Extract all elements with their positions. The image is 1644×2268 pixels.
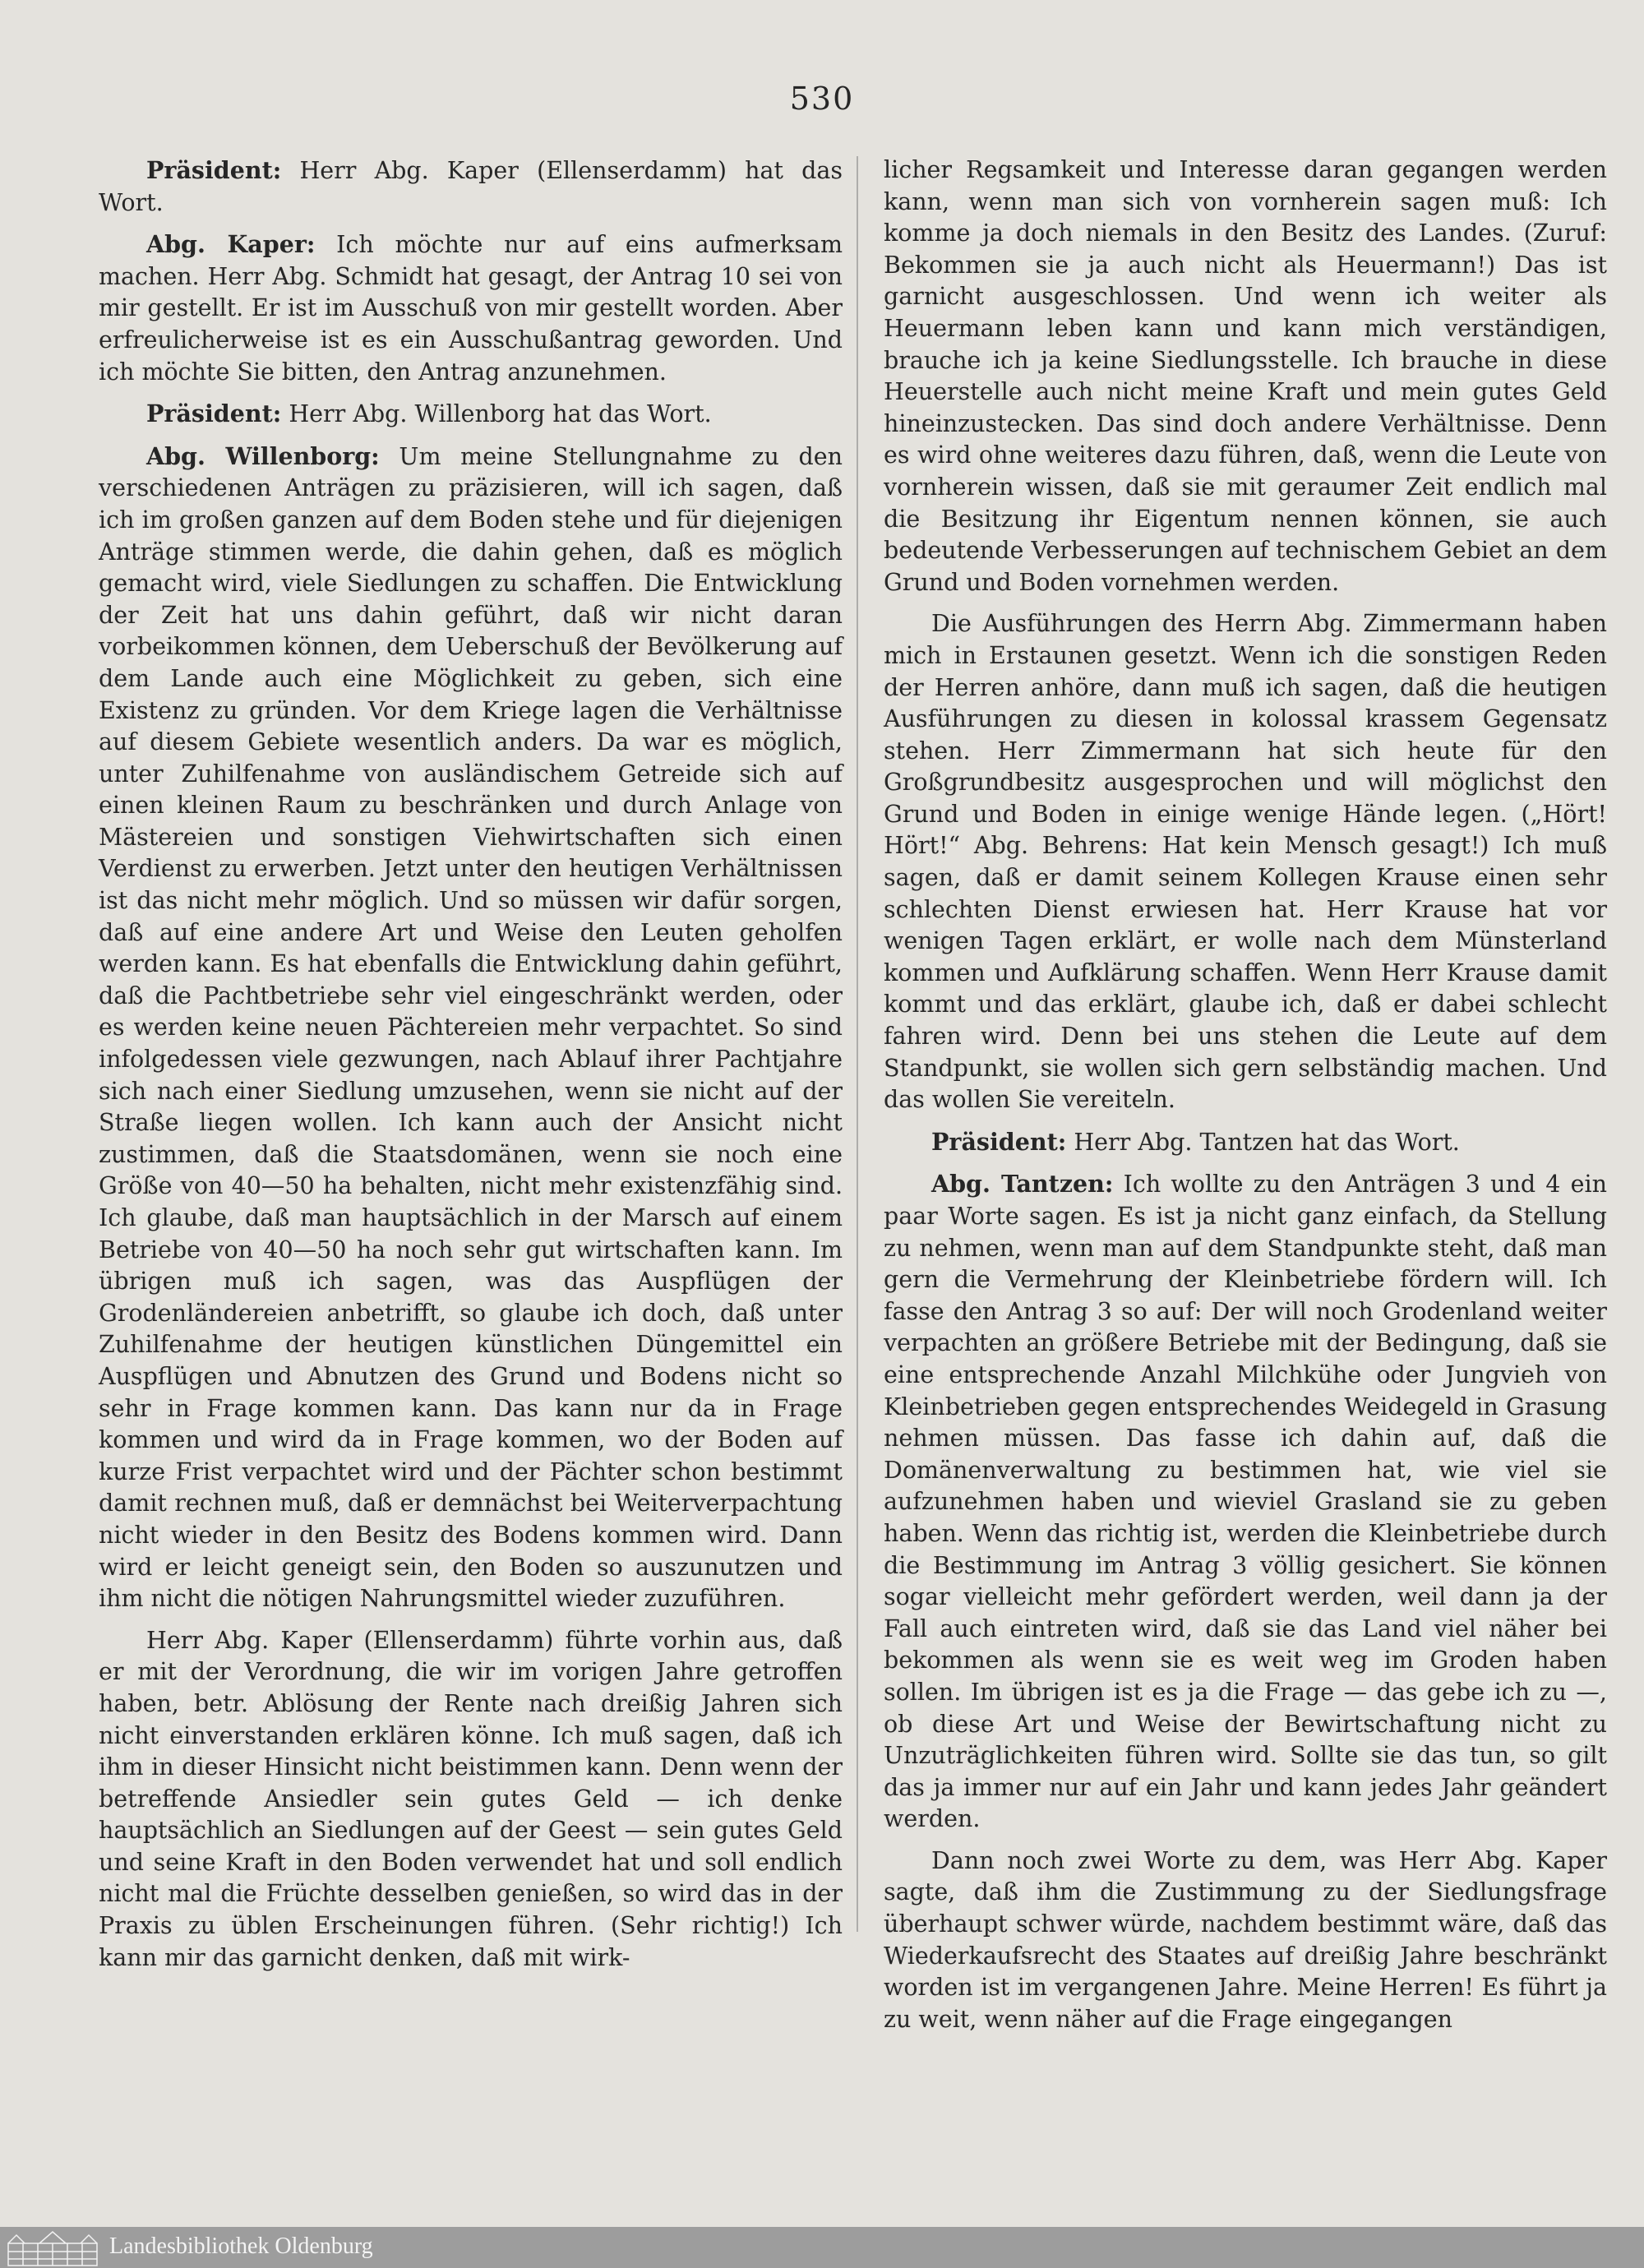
- paragraph-text: Herr Abg. Willenborg hat das Wort.: [281, 400, 712, 428]
- library-footer: [0, 2227, 1644, 2268]
- speaker: Abg. Willenborg:: [146, 441, 380, 470]
- paragraph-text: Die Ausführungen des Herrn Abg. Zimmermann haben mich in Erstaunen gesetzt. Wenn ich die sonstigen Reden der Herren anhöre, dann muß ich sagen, daß die heutigen Ausführungen zu diesen in kolossal krassem Gegensatz stehen. Herr Zimmermann hat sich heute für den Großgrundbesitz ausgesprochen und will möglichst den Grund und Boden in einige wenige Hände legen. („Hört! Hört!“ Abg. Behrens: Hat kein Mensch gesagt!) Ich muß sagen, daß er damit seinem Kollegen Krause einen sehr schlechten Dienst erwiesen hat. Herr Krause hat vor wenigen Tagen erklärt, er wolle nach dem Münsterland kommen und Aufklärung schaffen. Wenn Herr Krause damit kommt und das erklärt, glaube ich, daß er dabei schlecht fahren wird. Denn bei uns stehen die Leute auf dem Standpunkt, sie wollen sich gern selbständig machen. Und das wollen Sie vereiteln.: [884, 610, 1607, 1114]
- paragraph-text: Herr Abg. Kaper (Ellenserdamm) hat das Wort.: [99, 157, 843, 216]
- paragraph: [99, 1625, 843, 1975]
- paragraph: [884, 1126, 1607, 1159]
- library-name: Landesbibliothek Oldenburg: [109, 2233, 373, 2259]
- left-column: [99, 155, 843, 1984]
- paragraph-text: Dann noch zwei Worte zu dem, was Herr Abg. Kaper sagte, daß ihm die Zustimmung zu der Siedlungsfrage überhaupt schwer würde, nachdem bestimmt wäre, daß das Wiederkaufsrecht des Staates auf dreißig Jahre beschränkt worden ist im vergangenen Jahre. Meine Herren! Es führt ja zu weit, wenn näher auf die Frage eingegangen: [884, 1846, 1607, 2033]
- paragraph: [99, 398, 843, 431]
- paragraph-text: licher Regsamkeit und Interesse daran gegangen werden kann, wenn man sich von vornherein sagen muß: Ich komme ja doch niemals in den Besitz des Landes. (Zuruf: Bekommen sie ja auch nicht als Heuermann!) Das ist garnicht ausgeschlossen. Und wenn ich weiter als Heuermann leben kann und kann mich verständigen, brauche ich ja keine Siedlungsstelle. Ich brauche in diese Heuerstelle auch nicht meine Kraft und mein gutes Geld hineinzustecken. Das sind doch andere Verhältnisse. Denn es wird ohne weiteres dazu führen, daß, wenn die Leute von vornherein wissen, daß sie mit geraumer Zeit endlich mal die Besitzung ihr Eigentum nennen können, sie auch bedeutende Verbesserungen auf technischem Gebiet an dem Grund und Boden vornehmen werden.: [884, 156, 1607, 596]
- speaker: Präsident:: [146, 156, 282, 184]
- paragraph-text: Herr Abg. Tantzen hat das Wort.: [1066, 1128, 1460, 1156]
- speaker: Abg. Kaper:: [146, 230, 316, 259]
- speaker: Abg. Tantzen:: [931, 1170, 1114, 1199]
- paragraph: [884, 1168, 1607, 1835]
- column-divider: [857, 156, 858, 1932]
- paragraph-text: Um meine Stellungnahme zu den verschiedenen Anträgen zu präzisieren, will ich sagen, daß ich im großen ganzen auf dem Boden stehe und für diejenigen Anträge stimmen werde, die dahin gehen, daß es möglich gemacht wird, viele Siedlungen zu schaffen. Die Entwicklung der Zeit hat uns dahin geführt, daß wir nicht daran vorbeikommen können, dem Ueberschuß der Bevölkerung auf dem Lande auch eine Möglichkeit zu geben, sich eine Existenz zu gründen. Vor dem Kriege lagen die Verhältnisse auf diesem Gebiete wesentlich anders. Da war es möglich, unter Zuhilfenahme von ausländischem Getreide sich auf einen kleinen Raum zu beschränken und durch Anlage von Mästereien und sonstigen Viehwirtschaften sich einen Verdienst zu erwerben. Jetzt unter den heutigen Verhältnissen ist das nicht mehr möglich. Und so müssen wir dafür sorgen, daß auf eine andere Art und Weise den Leuten geholfen werden kann. Es hat ebenfalls die Entwicklung dahin geführt, daß die Pachtbetriebe sehr viel eingeschränkt werden, oder es werden keine neuen Pächtereien mehr verpachtet. So sind infolgedessen viele gezwungen, nach Ablauf ihrer Pachtjahre sich nach einer Siedlung umzusehen, wenn sie nicht auf der Straße liegen wollen. Ich kann auch der Ansicht nicht zustimmen, daß die Staatsdomänen, wenn sie noch eine Größe von 40—50 ha behalten, nicht mehr existenzfähig sind. Ich glaube, daß man hauptsächlich in der Marsch auf einem Betriebe von 40—50 ha noch sehr gut wirtschaften kann. Im übrigen muß ich sagen, was das Auspflügen der Grodenländereien anbetrifft, so glaube ich doch, daß unter Zuhilfenahme der heutigen künstlichen Düngemittel ein Auspflügen und Abnutzen des Grund und Bodens nicht so sehr in Frage kommen kann. Das kann nur da in Frage kommen und wird da in Frage kommen, wo der Boden auf kurze Frist verpachtet wird und der Pächter schon bestimmt damit rechnen muß, daß er demnächst bei Weiterverpachtung nicht wieder in den Besitz des Bodens kommen wird. Dann wird er leicht geneigt sein, den Boden so auszunutzen und ihm nicht die nötigen Nahrungsmittel wieder zuzuführen.: [99, 442, 843, 1613]
- paragraph: [884, 608, 1607, 1116]
- paragraph: [884, 1845, 1607, 2036]
- paragraph: [99, 229, 843, 388]
- speaker: Präsident:: [146, 400, 282, 428]
- page-number: 530: [789, 81, 855, 117]
- paragraph-text: Ich wollte zu den Anträgen 3 und 4 ein paar Worte sagen. Es ist ja nicht ganz einfach, da Stellung zu nehmen, wenn man auf dem Standpunkte steht, daß man gern die Vermehrung der Kleinbetriebe fördern will. Ich fasse den Antrag 3 so auf: Der will noch Grodenland weiter verpachten an größere Betriebe mit der Bedingung, daß sie eine entsprechende Anzahl Milchkühe oder Jungvieh von Kleinbetrieben gegen entsprechendes Weidegeld in Grasung nehmen müssen. Das fasse ich dahin auf, daß die Domänenverwaltung zu bestimmen hat, wie viel sie aufzunehmen haben und wieviel Grasland sie zu geben haben. Wenn das richtig ist, werden die Kleinbetriebe durch die Bestimmung im Antrag 3 völlig gesichert. Sie können sogar vielleicht mehr gefördert werden, weil dann ja der Fall auch eintreten wird, daß sie das Land viel näher bei bekommen als wenn sie es weit weg im Groden haben sollen. Im übrigen ist es ja die Frage — das gebe ich zu —, ob diese Art und Weise der Bewirtschaftung nicht zu Unzuträglichkeiten führen wird. Sollte sie das tun, so gilt das ja immer nur auf ein Jahr und kann jedes Jahr geändert werden.: [884, 1171, 1607, 1833]
- library-building-icon: [7, 2230, 99, 2266]
- paragraph: [99, 155, 843, 219]
- paragraph-text: Herr Abg. Kaper (Ellenserdamm) führte vorhin aus, daß er mit der Verordnung, die wir im vorigen Jahre getroffen haben, betr. Ablösung der Rente nach dreißig Jahren sich nicht einverstanden erklären könne. Ich muß sagen, daß ich ihm in dieser Hinsicht nicht beistimmen kann. Denn wenn der betreffende Ansiedler sein gutes Geld — ich denke hauptsächlich an Siedlungen auf der Geest — sein gutes Geld und seine Kraft in den Boden verwendet hat und soll endlich nicht mal die Früchte desselben genießen, so wird das in der Praxis zu üblen Erscheinungen führen. (Sehr richtig!) Ich kann mir das garnicht denken, daß mit wirk-: [99, 1626, 843, 1971]
- speaker: Präsident:: [931, 1127, 1067, 1156]
- paragraph-text: Ich möchte nur auf eins aufmerksam machen. Herr Abg. Schmidt hat gesagt, der Antrag 10 sei von mir gestellt. Er ist im Ausschuß von mir gestellt worden. Aber erfreulicherweise ist es ein Ausschußantrag geworden. Und ich möchte Sie bitten, den Antrag anzunehmen.: [99, 231, 843, 386]
- paragraph: [99, 441, 843, 1615]
- paragraph: [884, 155, 1607, 598]
- right-column: [884, 155, 1607, 2045]
